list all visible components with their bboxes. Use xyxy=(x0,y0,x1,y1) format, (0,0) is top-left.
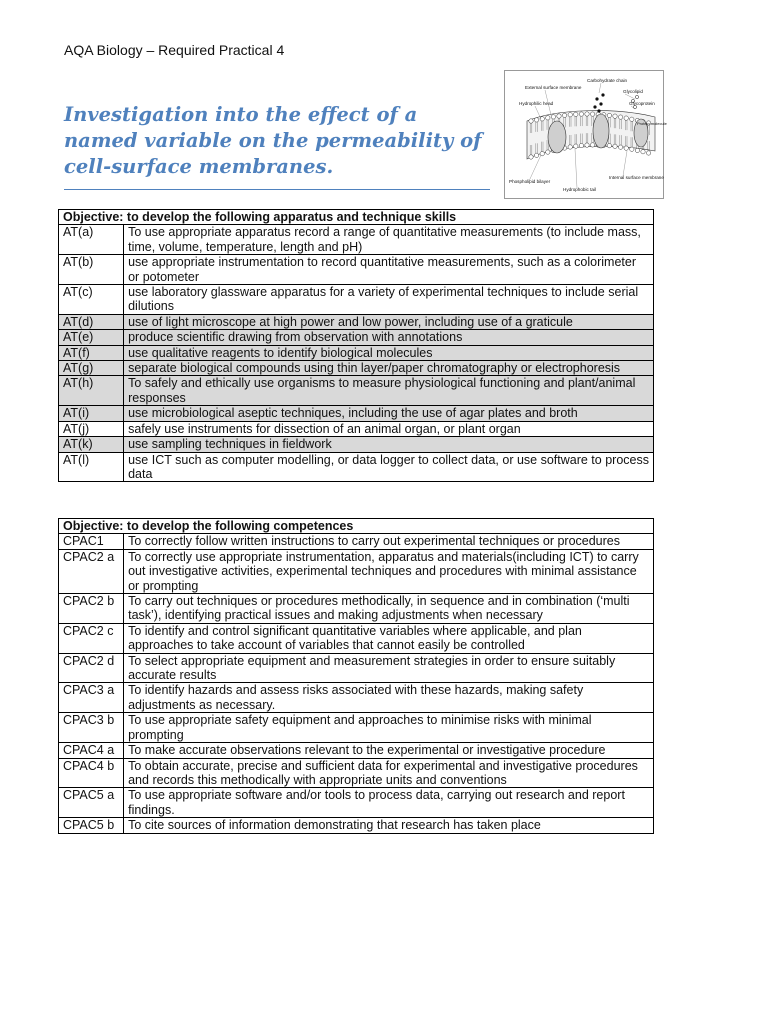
table-row xyxy=(59,683,654,713)
row-description: use ICT such as computer modelling, or data logger to collect data, or use software to process data xyxy=(124,452,654,482)
row-description: To obtain accurate, precise and sufficient data for experimental and investigative procedures and records this methodically with appropriate units and conventions xyxy=(124,758,654,788)
row-code: CPAC1 xyxy=(59,534,124,549)
label-internal-surface: Internal surface membrane xyxy=(609,175,664,180)
table-row xyxy=(59,376,654,406)
table-row xyxy=(59,361,654,376)
row-code: CPAC5 a xyxy=(59,788,124,818)
row-code: AT(b) xyxy=(59,255,124,285)
row-code: CPAC3 a xyxy=(59,683,124,713)
table-row xyxy=(59,345,654,360)
row-code: CPAC5 b xyxy=(59,818,124,833)
row-description: To identify and control significant quantitative variables where applicable, and plan approaches to take account of variables that cannot easily be controlled xyxy=(124,623,654,653)
table-row xyxy=(59,623,654,653)
table-heading: Objective: to develop the following competences xyxy=(59,519,654,534)
row-description: To cite sources of information demonstrating that research has taken place xyxy=(124,818,654,833)
label-phospholipid-bilayer: Phospholipid bilayer xyxy=(509,179,551,184)
row-code: AT(g) xyxy=(59,361,124,376)
row-description: produce scientific drawing from observation with annotations xyxy=(124,330,654,345)
label-protein-molecule: Protein molecule xyxy=(637,121,667,126)
page-title: Investigation into the effect of a named variable on the permeability of cell-surface membranes. xyxy=(64,103,482,178)
row-code: CPAC3 b xyxy=(59,713,124,743)
table-row xyxy=(59,653,654,683)
table-row xyxy=(59,255,654,285)
row-code: AT(j) xyxy=(59,421,124,436)
document-header: AQA Biology – Required Practical 4 xyxy=(64,42,285,58)
table-row xyxy=(59,437,654,452)
cell-membrane-diagram xyxy=(504,70,667,199)
table-row xyxy=(59,758,654,788)
row-code: AT(i) xyxy=(59,406,124,421)
row-code: CPAC2 a xyxy=(59,549,124,593)
table-row xyxy=(59,225,654,255)
table-row xyxy=(59,818,654,833)
apparatus-skills-table xyxy=(58,209,654,482)
table-row xyxy=(59,314,654,329)
table-row xyxy=(59,330,654,345)
row-description: To correctly follow written instructions to carry out experimental techniques or procedures xyxy=(124,534,654,549)
row-description: use appropriate instrumentation to record quantitative measurements, such as a colorimeter or potometer xyxy=(124,255,654,285)
row-code: CPAC2 d xyxy=(59,653,124,683)
row-description: To carry out techniques or procedures methodically, in sequence and in combination (‘multi task’), identifying practical issues and making adjustments when necessary xyxy=(124,594,654,624)
row-description: To correctly use appropriate instrumentation, apparatus and materials(including ICT) to carry out investigative activities, experimental techniques and procedures with minimal assistance or prompting xyxy=(124,549,654,593)
row-description: To use appropriate software and/or tools to process data, carrying out research and report findings. xyxy=(124,788,654,818)
table-row xyxy=(59,421,654,436)
row-code: AT(k) xyxy=(59,437,124,452)
row-description: safely use instruments for dissection of an animal organ, or plant organ xyxy=(124,421,654,436)
row-code: CPAC2 c xyxy=(59,623,124,653)
label-carbohydrate-chain: Carbohydrate chain xyxy=(587,78,628,83)
row-description: To make accurate observations relevant to the experimental or investigative procedure xyxy=(124,743,654,758)
row-code: CPAC4 b xyxy=(59,758,124,788)
row-code: AT(a) xyxy=(59,225,124,255)
row-code: AT(c) xyxy=(59,285,124,315)
label-glycolipid: Glycolipid xyxy=(623,89,643,94)
row-code: AT(h) xyxy=(59,376,124,406)
table-row xyxy=(59,743,654,758)
row-code: CPAC4 a xyxy=(59,743,124,758)
table-row xyxy=(59,452,654,482)
row-code: AT(f) xyxy=(59,345,124,360)
table-heading-row xyxy=(59,519,654,534)
table-row xyxy=(59,534,654,549)
label-glycoprotein: Glycoprotein xyxy=(629,101,655,106)
row-code: AT(e) xyxy=(59,330,124,345)
row-code: AT(l) xyxy=(59,452,124,482)
table-row xyxy=(59,406,654,421)
table-row xyxy=(59,594,654,624)
row-description: separate biological compounds using thin layer/paper chromatography or electrophoresis xyxy=(124,361,654,376)
label-hydrophobic-tail: Hydrophobic tail xyxy=(563,187,596,192)
row-description: use microbiological aseptic techniques, including the use of agar plates and broth xyxy=(124,406,654,421)
row-description: To safely and ethically use organisms to measure physiological functioning and plant/animal responses xyxy=(124,376,654,406)
row-description: To use appropriate apparatus record a range of quantitative measurements (to include mass, time, volume, temperature, length and pH) xyxy=(124,225,654,255)
row-description: use qualitative reagents to identify biological molecules xyxy=(124,345,654,360)
table-row xyxy=(59,549,654,593)
table-row xyxy=(59,713,654,743)
row-description: To use appropriate safety equipment and approaches to minimise risks with minimal prompting xyxy=(124,713,654,743)
row-description: use laboratory glassware apparatus for a variety of experimental techniques to include serial dilutions xyxy=(124,285,654,315)
row-code: CPAC2 b xyxy=(59,594,124,624)
title-underline xyxy=(64,189,490,190)
row-description: To identify hazards and assess risks associated with these hazards, making safety adjustments as necessary. xyxy=(124,683,654,713)
row-description: use sampling techniques in fieldwork xyxy=(124,437,654,452)
row-description: To select appropriate equipment and measurement strategies in order to ensure suitably accurate results xyxy=(124,653,654,683)
label-hydrophilic-head: Hydrophilic head xyxy=(519,101,554,106)
row-code: AT(d) xyxy=(59,314,124,329)
table-row xyxy=(59,285,654,315)
row-description: use of light microscope at high power and low power, including use of a graticule xyxy=(124,314,654,329)
competences-table xyxy=(58,518,654,834)
table-heading: Objective: to develop the following apparatus and technique skills xyxy=(59,210,654,225)
table-heading-row xyxy=(59,210,654,225)
label-external-surface: External surface membrane xyxy=(525,85,582,90)
table-row xyxy=(59,788,654,818)
